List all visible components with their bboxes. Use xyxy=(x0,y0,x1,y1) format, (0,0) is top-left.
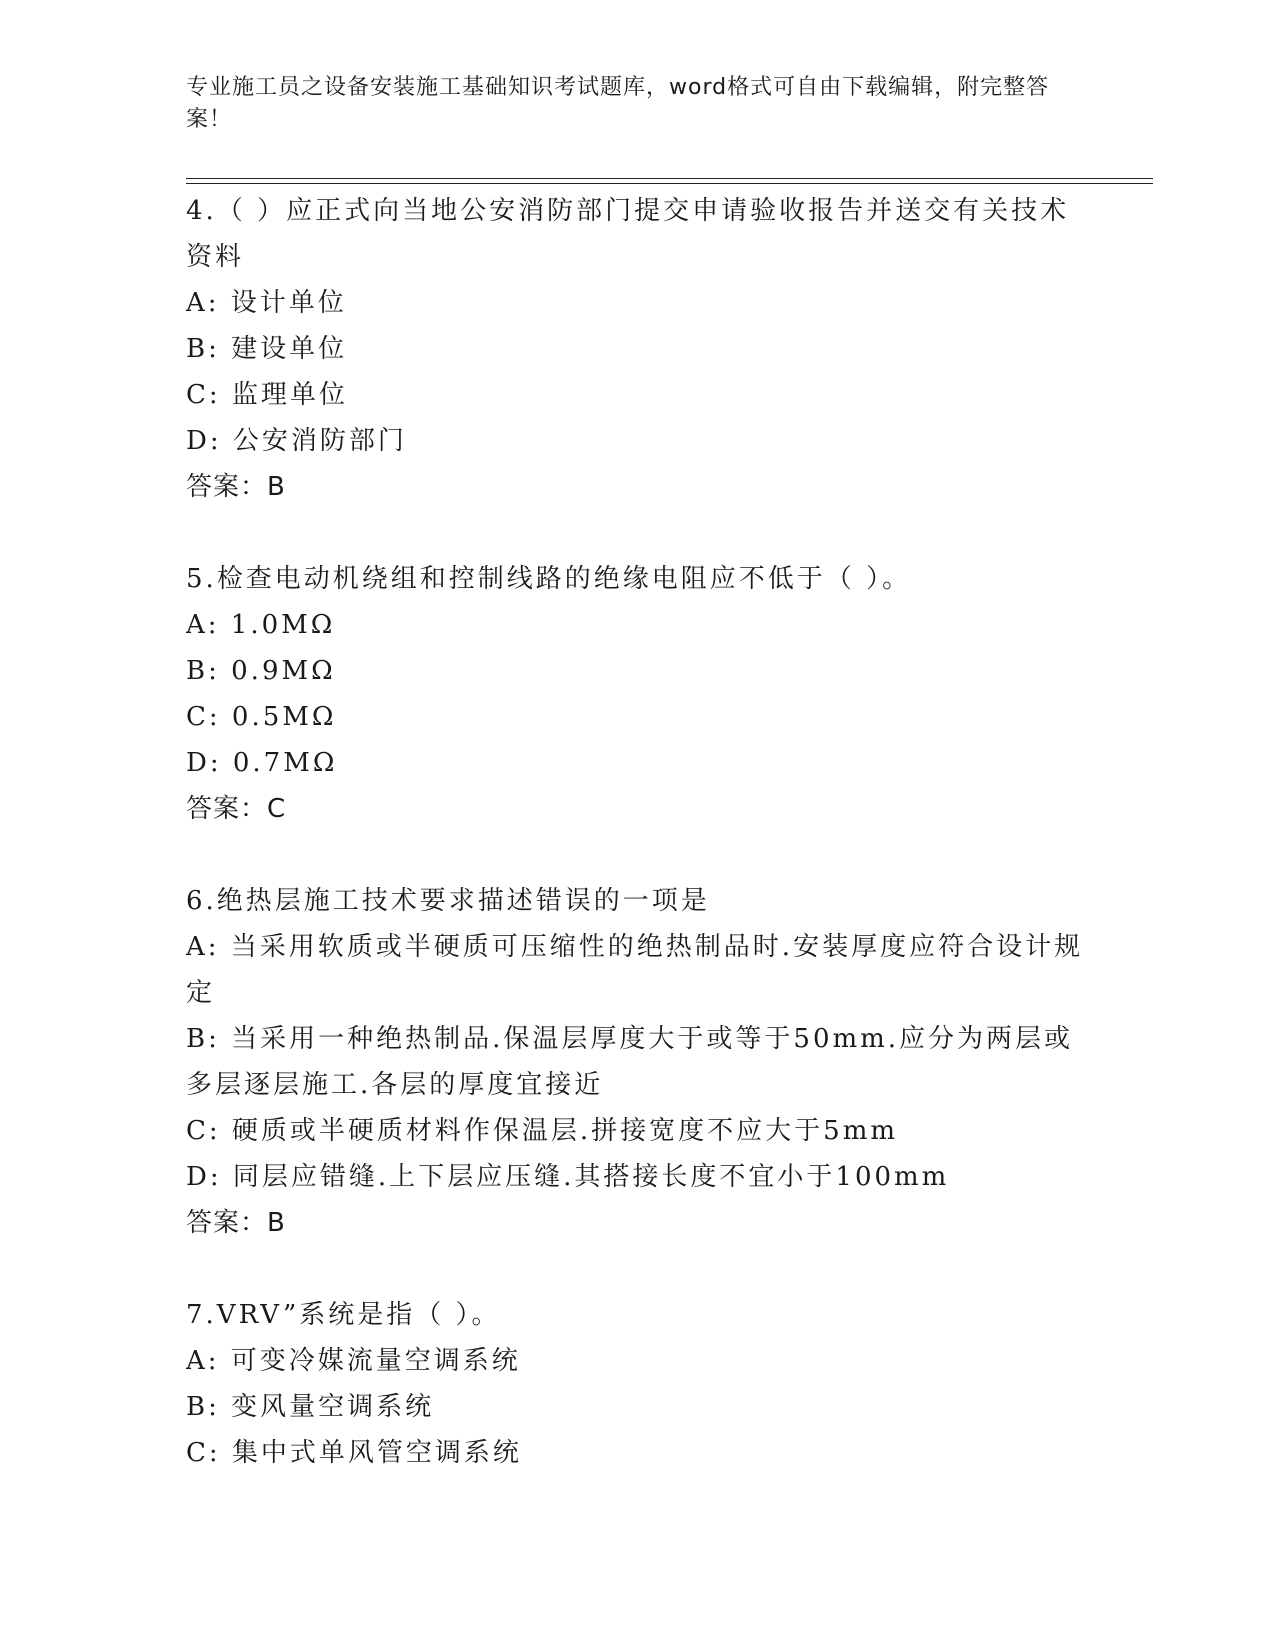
option-a: A: 设计单位 xyxy=(186,288,347,318)
option-a: A: 1.0MΩ xyxy=(186,610,336,640)
question-text: 6.绝热层施工技术要求描述错误的一项是 xyxy=(186,886,710,916)
option-c: C: 硬质或半硬质材料作保温层.拼接宽度不应大于5mm xyxy=(186,1116,899,1146)
question-5 xyxy=(186,556,1086,832)
question-4 xyxy=(186,188,1086,510)
answer-label: 答案： xyxy=(186,472,268,502)
question-text: 4.（ ）应正式向当地公安消防部门提交申请验收报告并送交有关技术资料 xyxy=(186,196,1070,272)
option-a: A: 当采用软质或半硬质可压缩性的绝热制品时.安装厚度应符合设计规定 xyxy=(186,932,1084,1008)
question-text: 5.检查电动机绕组和控制线路的绝缘电阻应不低于（ ）。 xyxy=(186,564,912,594)
answer-line xyxy=(186,1200,1086,1246)
header-divider-second xyxy=(186,183,1153,184)
document-header: 专业施工员之设备安装施工基础知识考试题库，word格式可自由下载编辑，附完整答案！ xyxy=(186,75,1050,132)
option-c: C: 0.5MΩ xyxy=(186,702,337,732)
answer-line xyxy=(186,464,1086,510)
answer-value: B xyxy=(267,1208,286,1238)
question-6 xyxy=(186,878,1086,1246)
answer-label: 答案： xyxy=(186,1208,268,1238)
option-b: B: 建设单位 xyxy=(186,334,348,364)
answer-line xyxy=(186,786,1086,832)
question-list xyxy=(186,188,1086,1476)
option-b: B: 变风量空调系统 xyxy=(186,1392,435,1422)
option-d: D: 公安消防部门 xyxy=(186,426,407,456)
header-divider xyxy=(186,178,1153,179)
option-b: B: 当采用一种绝热制品.保温层厚度大于或等于50mm.应分为两层或多层逐层施工.各层的厚度宜接近 xyxy=(186,1024,1074,1100)
option-d: D: 0.7MΩ xyxy=(186,748,338,778)
question-7 xyxy=(186,1292,1086,1476)
option-c: C: 集中式单风管空调系统 xyxy=(186,1438,522,1468)
option-b: B: 0.9MΩ xyxy=(186,656,336,686)
answer-label: 答案： xyxy=(186,794,268,824)
option-a: A: 可变冷媒流量空调系统 xyxy=(186,1346,521,1376)
option-c: C: 监理单位 xyxy=(186,380,348,410)
answer-value: C xyxy=(267,794,287,824)
answer-value: B xyxy=(267,472,286,502)
question-text: 7.VRV”系统是指（ ）。 xyxy=(186,1300,501,1330)
option-d: D: 同层应错缝.上下层应压缝.其搭接长度不宜小于100mm xyxy=(186,1162,950,1192)
